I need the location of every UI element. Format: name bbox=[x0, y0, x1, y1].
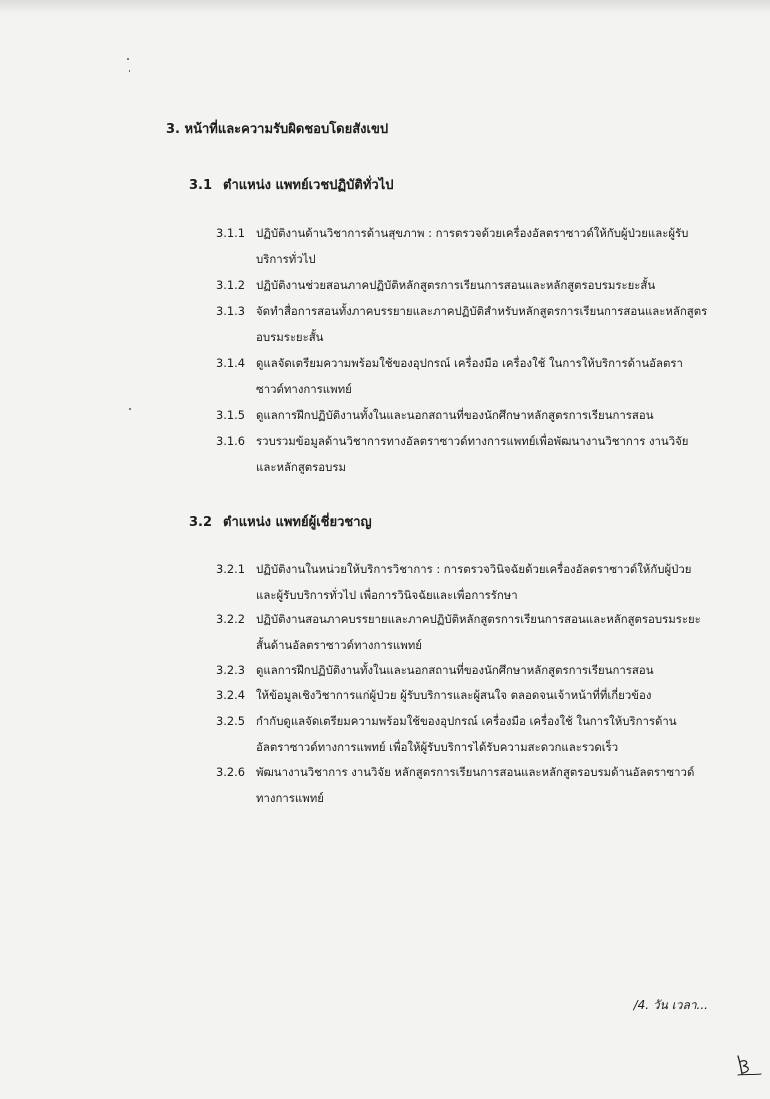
duty-text: พัฒนางานวิชาการ งานวิจัย หลักสูตรการเรียนการสอนและหลักสูตรอบรมด้านอัลตราซาวด์ทางการแพทย์ bbox=[256, 765, 695, 805]
position-title: ตำแหน่ง แพทย์เวชปฏิบัติทั่วไป bbox=[223, 178, 394, 193]
duty-number: 3.2.2 bbox=[216, 612, 245, 626]
duty-item bbox=[216, 350, 708, 402]
duty-number: 3.1.2 bbox=[216, 278, 245, 292]
duty-item bbox=[216, 402, 708, 428]
duty-text: ดูแลจัดเตรียมความพร้อมใช้ของอุปกรณ์ เครื่องมือ เครื่องใช้ ในการให้บริการด้านอัลตราซาวด์ทางการแพทย์ bbox=[256, 356, 683, 396]
handwritten-initials-icon bbox=[734, 1052, 762, 1078]
duty-item bbox=[216, 220, 708, 272]
duty-number: 3.1.6 bbox=[216, 434, 245, 448]
duty-item bbox=[216, 298, 708, 350]
duty-number: 3.1.5 bbox=[216, 408, 245, 422]
duty-item bbox=[216, 606, 708, 658]
continuation-note: /4. วัน เวลา... bbox=[633, 998, 708, 1012]
duty-number: 3.1.4 bbox=[216, 356, 245, 370]
position-title: ตำแหน่ง แพทย์ผู้เชี่ยวชาญ bbox=[223, 515, 372, 530]
duty-item bbox=[216, 708, 708, 760]
position-number: 3.2 bbox=[189, 515, 213, 530]
duty-number: 3.2.6 bbox=[216, 765, 245, 779]
scan-speck bbox=[129, 408, 131, 410]
duty-text: จัดทำสื่อการสอนทั้งภาคบรรยายและภาคปฏิบัติสำหรับหลักสูตรการเรียนการสอนและหลักสูตรอบรมระยะสั้น bbox=[256, 304, 708, 344]
duty-text: รวบรวมข้อมูลด้านวิชาการทางอัลตราซาวด์ทางการแพทย์เพื่อพัฒนางานวิชาการ งานวิจัยและหลักสูตรอบรม bbox=[256, 434, 689, 474]
position-number: 3.1 bbox=[189, 178, 213, 193]
duty-text: ปฏิบัติงานด้านวิชาการด้านสุขภาพ : การตรวจด้วยเครื่องอัลตราซาวด์ให้กับผู้ป่วยและผู้รับบริการทั่วไป bbox=[256, 226, 689, 266]
section-title: 3. หน้าที่และความรับผิดชอบโดยสังเขป bbox=[166, 122, 389, 137]
scan-speck bbox=[127, 58, 129, 60]
duty-text: ปฏิบัติงานช่วยสอนภาคปฏิบัติหลักสูตรการเรียนการสอนและหลักสูตรอบรมระยะสั้น bbox=[256, 278, 656, 292]
scan-edge-shadow bbox=[0, 0, 770, 14]
duty-text: ปฏิบัติงานในหน่วยให้บริการวิชาการ : การตรวจวินิจฉัยด้วยเครื่องอัลตราซาวด์ให้กับผู้ป่วยและผู้รับบริการทั่วไป เพื่อการวินิจฉัยและเพื่อการรักษา bbox=[256, 562, 692, 602]
duty-text: ดูแลการฝึกปฏิบัติงานทั้งในและนอกสถานที่ของนักศึกษาหลักสูตรการเรียนการสอน bbox=[256, 408, 654, 422]
duty-item bbox=[216, 657, 708, 683]
duty-item bbox=[216, 556, 708, 608]
duty-text: ดูแลการฝึกปฏิบัติงานทั้งในและนอกสถานที่ของนักศึกษาหลักสูตรการเรียนการสอน bbox=[256, 663, 654, 677]
duty-number: 3.2.4 bbox=[216, 688, 245, 702]
duty-number: 3.2.1 bbox=[216, 562, 245, 576]
duty-text: ให้ข้อมูลเชิงวิชาการแก่ผู้ป่วย ผู้รับบริการและผู้สนใจ ตลอดจนเจ้าหน้าที่ที่เกี่ยวข้อง bbox=[256, 688, 652, 702]
scan-speck bbox=[129, 70, 130, 72]
duty-item bbox=[216, 759, 708, 811]
duty-number: 3.1.1 bbox=[216, 226, 245, 240]
duty-item bbox=[216, 272, 708, 298]
position-heading-general-practitioner bbox=[189, 174, 394, 195]
position-heading-specialist bbox=[189, 511, 372, 532]
duty-number: 3.1.3 bbox=[216, 304, 245, 318]
duty-text: กำกับดูแลจัดเตรียมความพร้อมใช้ของอุปกรณ์ เครื่องมือ เครื่องใช้ ในการให้บริการด้านอัลตราซาวด์ทางการแพทย์ เพื่อให้ผู้รับบริการได้รับความสะดวกและรวดเร็ว bbox=[256, 714, 677, 754]
duty-item bbox=[216, 428, 708, 480]
duty-number: 3.2.5 bbox=[216, 714, 245, 728]
duty-text: ปฏิบัติงานสอนภาคบรรยายและภาคปฏิบัติหลักสูตรการเรียนการสอนและหลักสูตรอบรมระยะสั้นด้านอัลตราซาวด์ทางการแพทย์ bbox=[256, 612, 701, 652]
duty-number: 3.2.3 bbox=[216, 663, 245, 677]
duty-item bbox=[216, 682, 708, 708]
